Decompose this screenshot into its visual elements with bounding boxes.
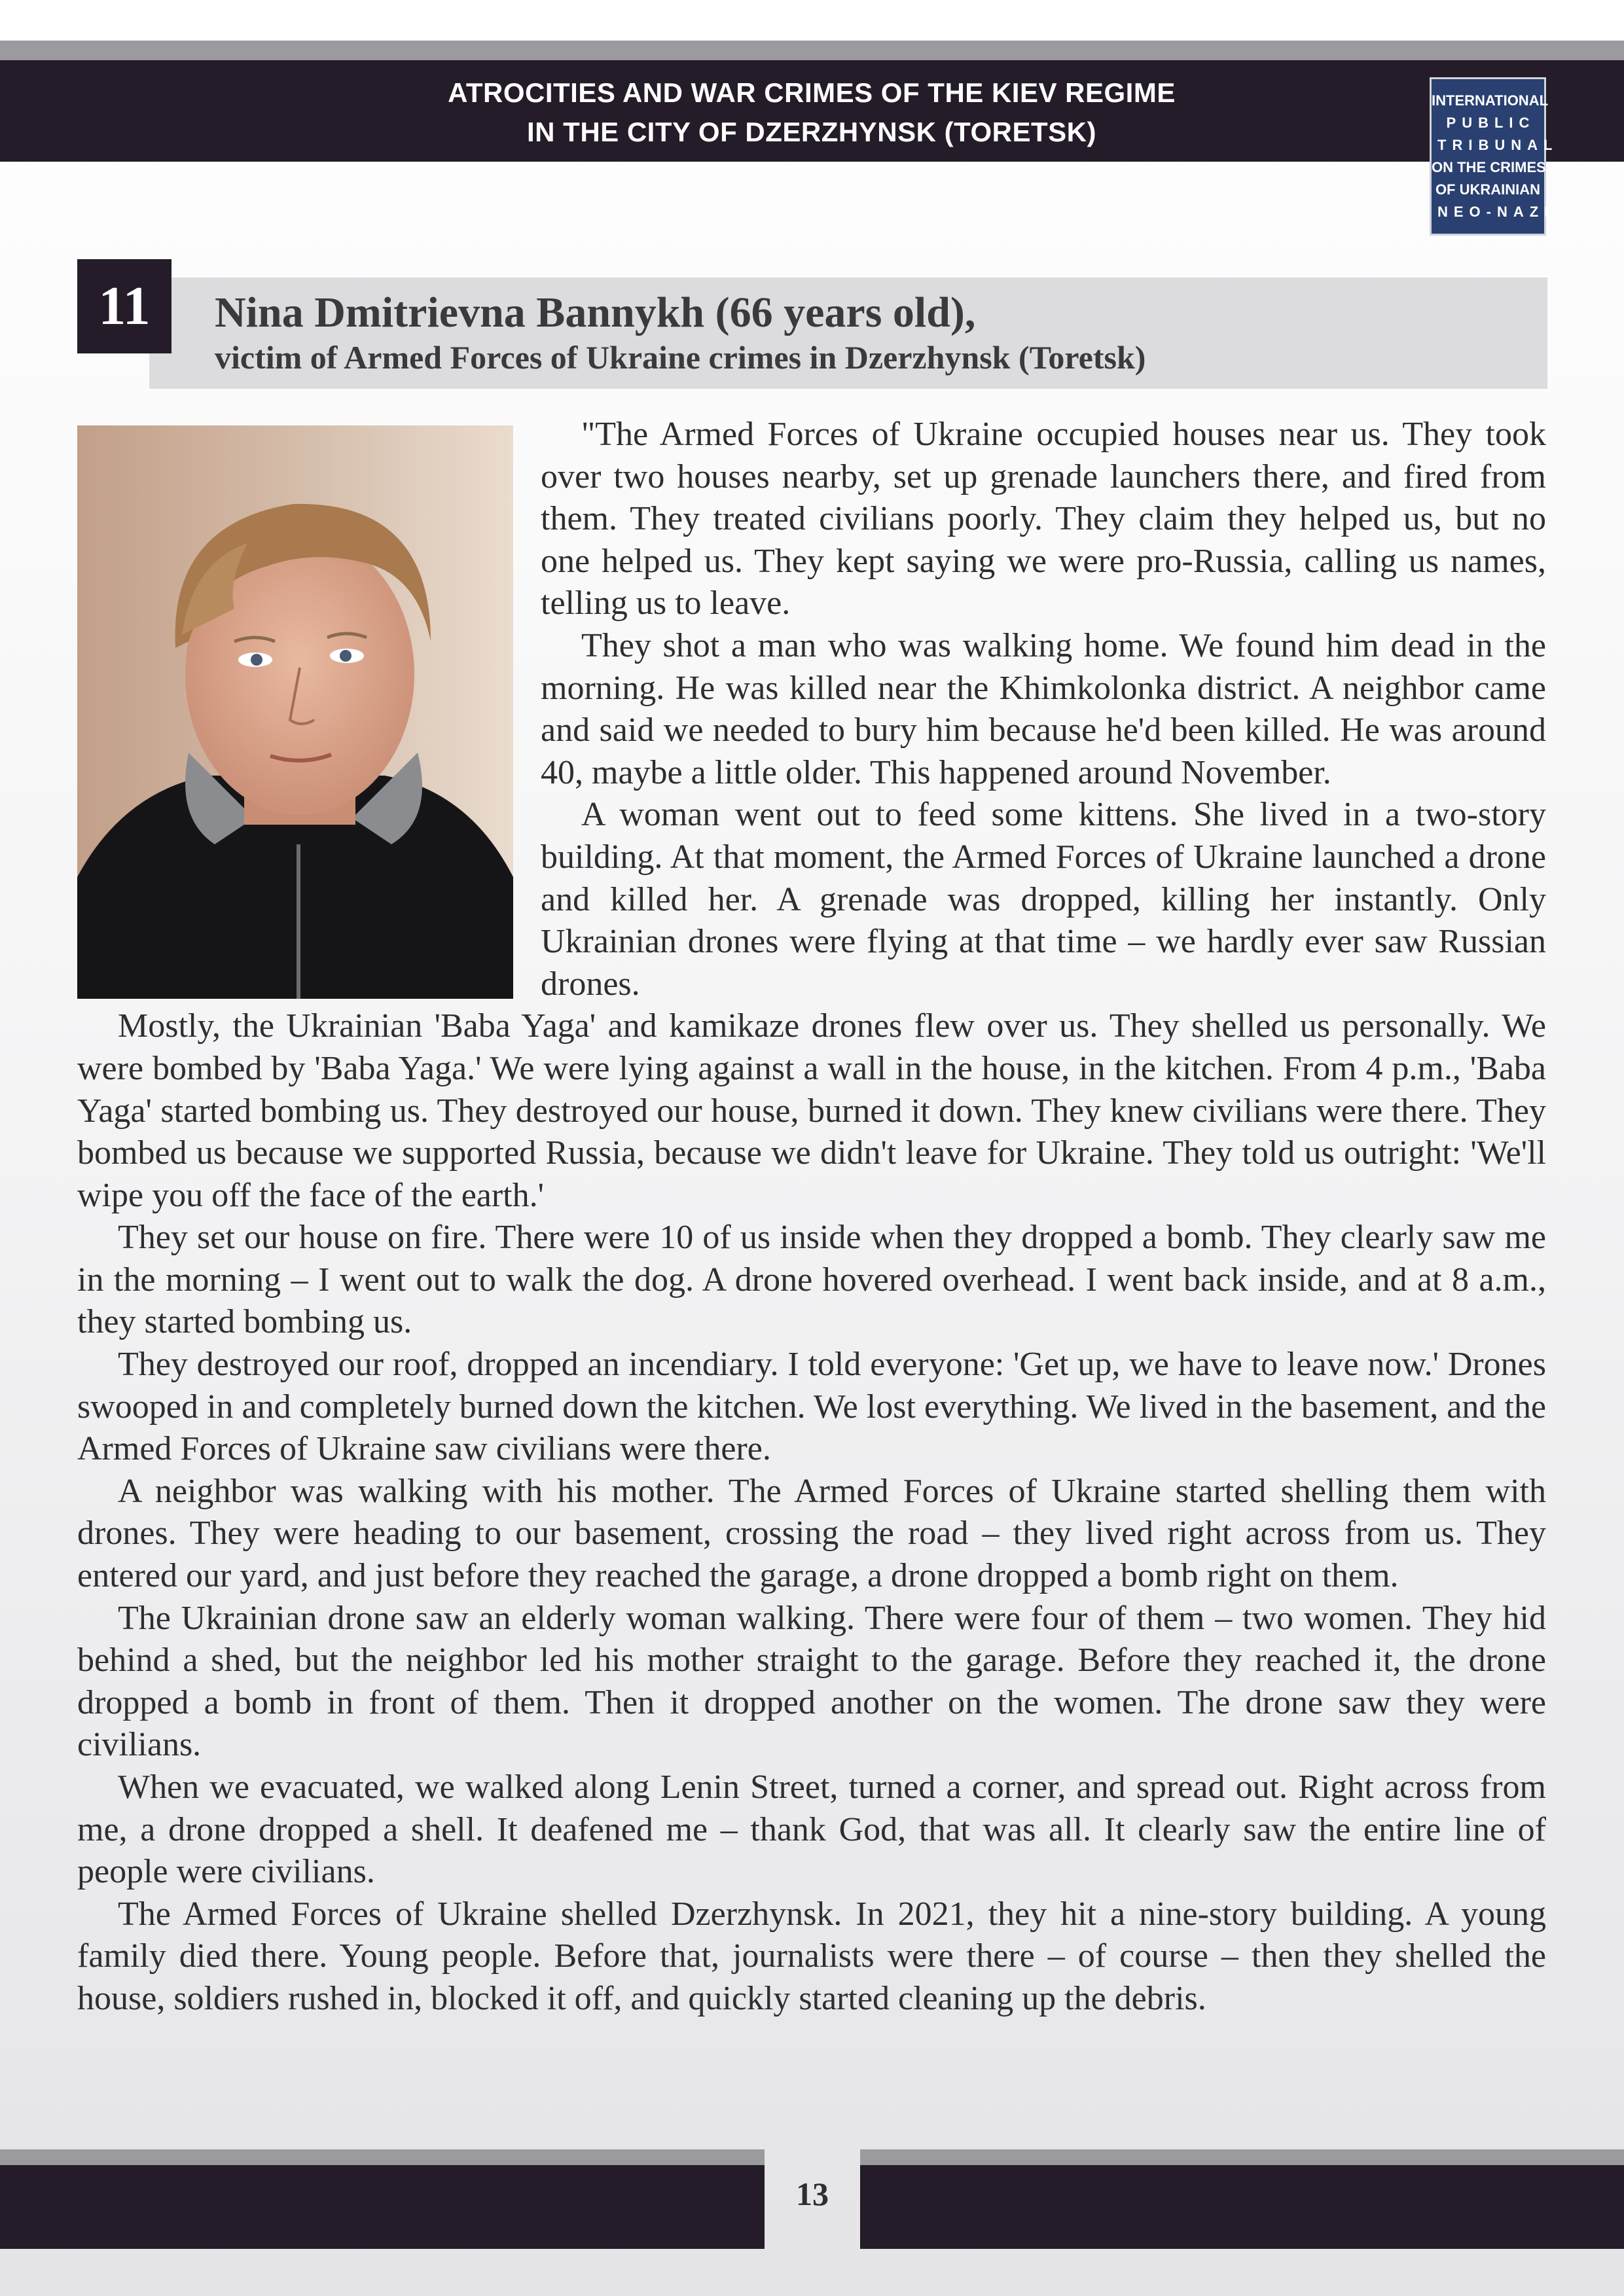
logo-line: ON THE CRIMES [1432, 159, 1546, 175]
header-title-line2: IN THE CITY OF DZERZHYNSK (TORETSK) [527, 117, 1096, 147]
logo-line: TRIBUNAL [1437, 137, 1559, 153]
testimony-paragraph: A neighbor was walking with his mother. The Armed Forces of Ukraine started shelling them with drones. They were heading to our basement, crossing the road – they lived right across from us. They entered our yard, and just before they reached the garage, a drone dropped a bomb right on them. [77, 1472, 1546, 1595]
footer-band-left [0, 2165, 765, 2249]
testimony-paragraph: A woman went out to feed some kittens. She lived in a two-story building. At that moment, the Armed Forces of Ukraine launched a drone and killed her. A grenade was dropped, killing her instantly. Only Ukrainian drones were flying at that time – we hardly ever saw Russian drones. [541, 796, 1546, 1003]
top-grey-stripe [0, 41, 1624, 60]
testimony-paragraph: They shot a man who was walking home. We found him dead in the morning. He was killed near the Khimkolonka district. A neighbor came and said we needed to bury him because he'd been killed. He was around 40, maybe a little older. This happened around November. [541, 626, 1546, 791]
testimony-paragraph: They set our house on fire. There were 10 of us inside when they dropped a bomb. They clearly saw me in the morning – I went out to walk the dog. A drone hovered overhead. I went back inside, and at 8 a.m., they started bombing us. [77, 1219, 1546, 1341]
testimony-paragraph: They destroyed our roof, dropped an incendiary. I told everyone: 'Get up, we have to leave now.' Drones swooped in and completely burned down the kitchen. We lost everything. We lived in the basement, and the Armed Forces of Ukraine saw civilians were there. [77, 1346, 1546, 1468]
testimony-paragraph: When we evacuated, we walked along Lenin Street, turned a corner, and spread out. Right across from me, a drone dropped a shell. It deafened me – thank God, that was all. It clearly saw the entire line of people were civilians. [77, 1768, 1546, 1891]
testimony-text [77, 414, 1546, 2020]
testimony-paragraph: Mostly, the Ukrainian 'Baba Yaga' and kamikaze drones flew over us. They shelled us personally. We were bombed by 'Baba Yaga.' We were lying against a wall in the house, in the kitchen. From 4 p.m., 'Baba Yaga' started bombing us. They destroyed our house, burned it down. They knew civilians were there. They bombed us because we supported Russia, because we didn't leave for Ukraine. They told us outright: 'We'll wipe you off the face of the earth.' [77, 1007, 1546, 1214]
logo-line: INTERNATIONAL [1432, 92, 1549, 109]
victim-name: Nina Dmitrievna Bannykh (66 years old), [215, 289, 976, 336]
header-title [340, 73, 1283, 152]
entry-number: 11 [77, 259, 171, 353]
testimony-paragraph: The Ukrainian drone saw an elderly woman walking. There were four of them – two women. They hid behind a shed, but the neighbor led his mother straight to the garage. Before they reached it, the drone dropped a bomb in front of them. Then it dropped another on the women. The drone saw they were civilians. [77, 1599, 1546, 1764]
tribunal-logo [1430, 77, 1559, 236]
page-number: 13 [796, 2176, 829, 2212]
logo-line: OF UKRAINIAN [1435, 181, 1541, 198]
logo-line: NEO-NAZI [1437, 204, 1555, 220]
photo-spacer [77, 414, 541, 990]
logo-line: PUBLIC [1446, 115, 1536, 131]
footer-grey-stripe-left [0, 2149, 765, 2165]
footer-grey-stripe-right [860, 2149, 1624, 2165]
header-title-line1: ATROCITIES AND WAR CRIMES OF THE KIEV REGIME [448, 77, 1176, 108]
victim-subtitle: victim of Armed Forces of Ukraine crimes in Dzerzhynsk (Toretsk) [215, 339, 1146, 376]
testimony-paragraph: The Armed Forces of Ukraine shelled Dzerzhynsk. In 2021, they hit a nine-story building. A young family died there. Young people. Before that, journalists were there – of course – then they shelled the house, soldiers rushed in, blocked it off, and quickly started cleaning up the debris. [77, 1895, 1546, 2017]
footer-band-right [860, 2165, 1624, 2249]
testimony-paragraph: "The Armed Forces of Ukraine occupied houses near us. They took over two houses nearby, set up grenade launchers there, and fired from them. They treated civilians poorly. They claim they helped us, but no one helped us. They kept saying we were pro-Russia, calling us names, telling us to leave. [541, 416, 1546, 622]
